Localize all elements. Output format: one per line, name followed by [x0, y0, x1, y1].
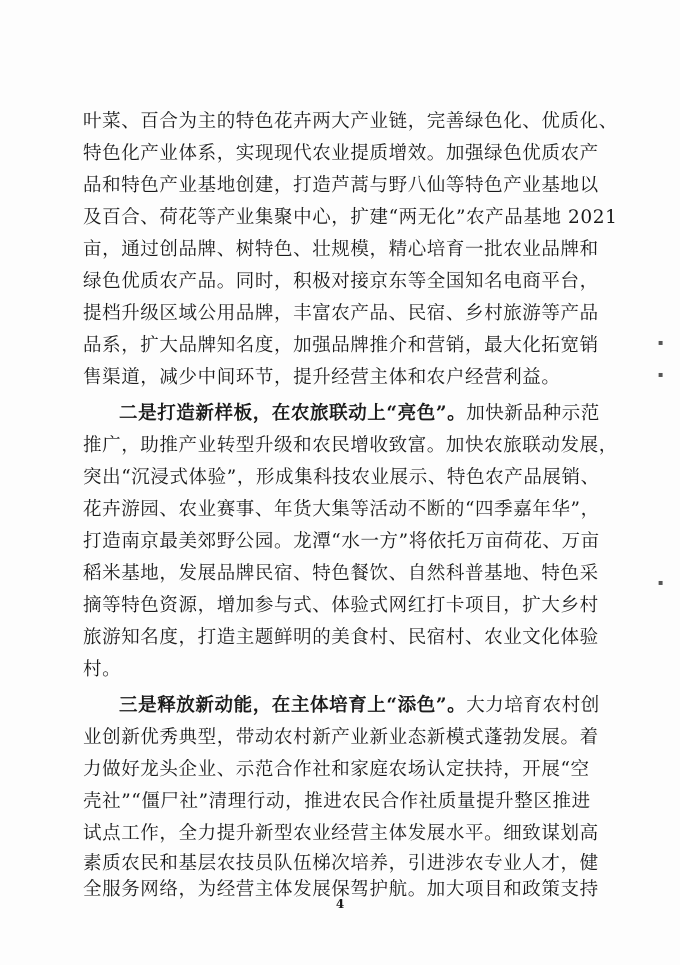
margin-mark: ▪ — [658, 370, 664, 379]
text-run: 稻米基地，发展品牌民宿、特色餐饮、自然科普基地、特色采 — [83, 563, 599, 584]
text-run: 推广，助推产业转型升级和农民增收致富。加快农旅联动发展， — [83, 435, 618, 456]
text-run: 摘等特色资源，增加参与式、体验式网红打卡项目，扩大乡村 — [83, 595, 599, 616]
text-run: 及百合、荷花等产业集聚中心，扩建“两无化”农产品基地 2021 — [83, 207, 618, 228]
text-line — [83, 822, 600, 846]
text-line — [83, 530, 600, 554]
text-line — [83, 758, 600, 782]
margin-mark: ▪ — [658, 338, 664, 347]
text-run: 花卉游园、农业赛事、年货大集等活动不断的“四季嘉年华”， — [83, 499, 600, 520]
text-line — [83, 434, 618, 458]
text-line — [83, 206, 618, 230]
text-run: 品和特色产业基地创建，打造芦蒿与野八仙等特色产业基地以 — [83, 175, 599, 196]
text-line — [83, 302, 600, 326]
text-run: 加快新品种示范 — [466, 403, 600, 424]
text-run: 壳社”“僵尸社”清理行动，推进农民合作社质量提升整区推进 — [83, 791, 591, 812]
text-line — [119, 402, 600, 426]
text-run: 提档升级区域公用品牌，丰富农产品、民宿、乡村旅游等产品 — [83, 303, 599, 324]
text-run: 素质农民和基层农技员队伍梯次培养，引进涉农专业人才，健 — [83, 853, 599, 874]
text-run: 突出“沉浸式体验”，形成集科技农业展示、特色农产品展销、 — [83, 467, 600, 488]
text-line — [83, 466, 600, 490]
text-line — [83, 852, 600, 876]
text-run: 亩，通过创品牌、树特色、壮规模，精心培育一批农业品牌和 — [83, 239, 599, 260]
page-number: 4 — [335, 897, 345, 911]
text-line — [83, 790, 600, 814]
text-line — [119, 694, 600, 718]
margin-mark: ▪ — [658, 578, 664, 587]
text-line — [83, 238, 600, 262]
text-line — [83, 366, 600, 390]
text-run: 品系，扩大品牌知名度，加强品牌推介和营销，最大化拓宽销 — [83, 335, 599, 356]
text-run: 售渠道，减少中间环节，提升经营主体和农户经营利益。 — [83, 367, 561, 388]
text-line — [83, 110, 618, 134]
text-line — [83, 174, 600, 198]
text-line — [83, 142, 600, 166]
bold-heading-run: 二是打造新样板，在农旅联动上“亮色”。 — [119, 403, 467, 424]
text-line — [83, 270, 600, 294]
text-run: 大力培育农村创 — [466, 695, 600, 716]
text-line — [83, 498, 600, 522]
text-line — [83, 626, 600, 650]
text-run: 叶菜、百合为主的特色花卉两大产业链，完善绿色化、优质化、 — [83, 111, 618, 132]
text-run: 村。 — [83, 659, 122, 680]
text-run: 打造南京最美郊野公园。龙潭“水一方”将依托万亩荷花、万亩 — [83, 531, 600, 552]
text-line — [83, 334, 600, 358]
text-run: 旅游知名度，打造主题鲜明的美食村、民宿村、农业文化体验 — [83, 627, 599, 648]
text-line — [83, 726, 600, 750]
bold-heading-run: 三是释放新动能，在主体培育上“添色”。 — [119, 695, 467, 716]
text-run: 全服务网络，为经营主体发展保驾护航。加大项目和政策支持 — [83, 879, 599, 900]
text-run: 绿色优质农产品。同时，积极对接京东等全国知名电商平台， — [83, 271, 599, 292]
text-line — [83, 594, 600, 618]
text-run: 业创新优秀典型，带动农村新产业新业态新模式蓬勃发展。着 — [83, 727, 599, 748]
text-run: 试点工作，全力提升新型农业经营主体发展水平。细致谋划高 — [83, 823, 599, 844]
text-run: 力做好龙头企业、示范合作社和家庭农场认定扶持，开展“空 — [83, 759, 590, 780]
text-run: 特色化产业体系，实现现代农业提质增效。加强绿色优质农产 — [83, 143, 599, 164]
text-line — [83, 658, 600, 682]
text-line — [83, 562, 600, 586]
